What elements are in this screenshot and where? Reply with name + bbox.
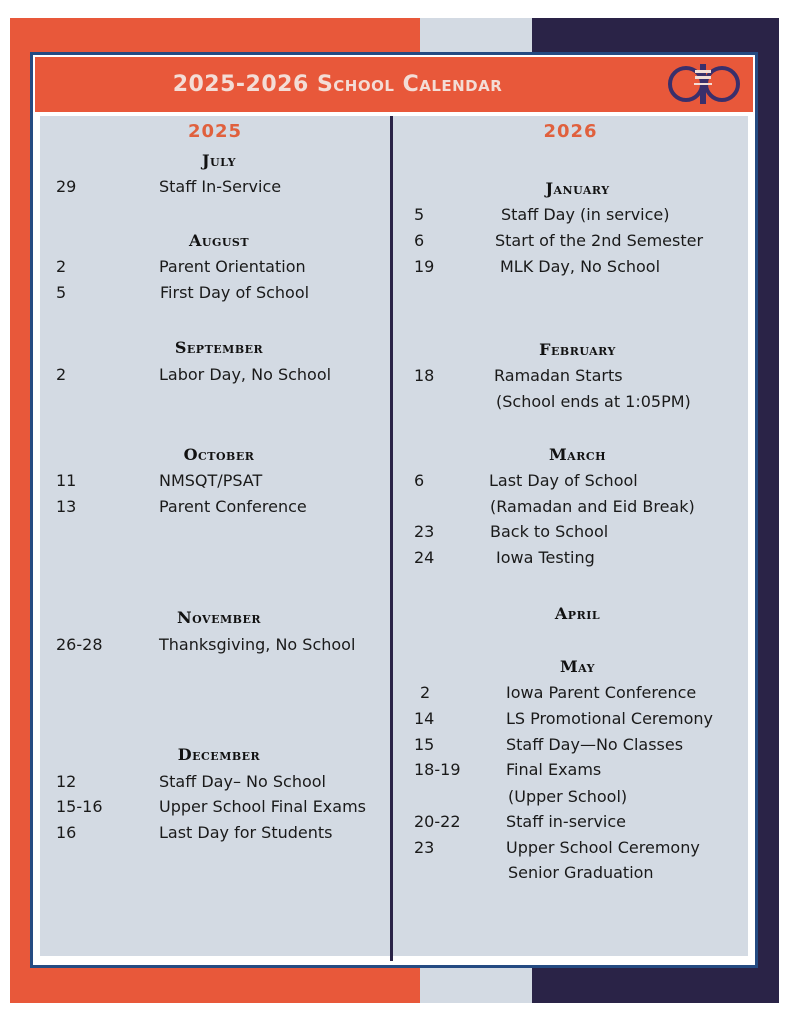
event-text: Staff in-service (506, 812, 627, 831)
event-date: 2 (56, 257, 67, 276)
event-date: 29 (56, 177, 77, 196)
event-date: 5 (414, 205, 425, 224)
event-text: (Ramadan and Eid Break) (490, 497, 695, 516)
event-text: Upper School Ceremony (506, 838, 700, 857)
event-date: 2 (420, 683, 431, 702)
event-date: 26-28 (56, 635, 103, 654)
school-logo-icon (664, 62, 744, 106)
event-date: 16 (56, 823, 77, 842)
event-date: 24 (414, 548, 435, 567)
event-text: Last Day of School (489, 471, 638, 490)
event-text: Parent Orientation (159, 257, 306, 276)
event-date: 23 (414, 838, 435, 857)
event-text: Thanksgiving, No School (159, 635, 356, 654)
month-february: February (539, 340, 616, 359)
event-text: NMSQT/PSAT (159, 471, 263, 490)
event-date: 15-16 (56, 797, 103, 816)
event-date: 6 (414, 231, 425, 250)
event-text: Labor Day, No School (159, 365, 332, 384)
event-text: Last Day for Students (159, 823, 333, 842)
event-text: LS Promotional Ceremony (506, 709, 713, 728)
event-date: 18-19 (414, 760, 461, 779)
event-date: 20-22 (414, 812, 461, 831)
event-text: Upper School Final Exams (159, 797, 366, 816)
event-text: Start of the 2nd Semester (495, 231, 704, 250)
event-date: 15 (414, 735, 435, 754)
event-text: Staff Day (in service) (501, 205, 670, 224)
month-may: May (559, 657, 596, 676)
event-text: Iowa Parent Conference (506, 683, 697, 702)
month-december: December (177, 745, 261, 764)
month-july: July (201, 151, 237, 170)
event-text: Staff Day—No Classes (506, 735, 684, 754)
event-text: Parent Conference (159, 497, 307, 516)
month-march: March (548, 445, 607, 464)
month-october: October (183, 445, 255, 464)
event-text: Staff In-Service (159, 177, 282, 196)
event-date: 14 (414, 709, 435, 728)
event-date: 2 (56, 365, 67, 384)
month-april: April (554, 604, 601, 623)
event-date: 23 (414, 522, 435, 541)
event-date: 5 (56, 283, 67, 302)
month-november: November (177, 608, 261, 627)
page-title: 2025-2026 School Calendar (172, 72, 503, 97)
event-text: MLK Day, No School (500, 257, 661, 276)
year-heading-2025: 2025 (187, 121, 243, 142)
event-text: Senior Graduation (508, 863, 654, 882)
year-heading-2026: 2026 (543, 121, 598, 142)
event-date: 11 (56, 471, 77, 490)
event-text: Back to School (490, 522, 609, 541)
event-text: Iowa Testing (496, 548, 595, 567)
event-text: First Day of School (160, 283, 310, 302)
event-date: 6 (414, 471, 425, 490)
event-text: (Upper School) (508, 787, 628, 806)
month-september: September (174, 338, 264, 357)
event-text: Staff Day– No School (159, 772, 326, 791)
event-date: 18 (414, 366, 435, 385)
month-january: January (545, 179, 610, 198)
event-text: (School ends at 1:05PM) (496, 392, 691, 411)
event-date: 12 (56, 772, 77, 791)
month-august: August (188, 231, 250, 250)
event-text: Final Exams (506, 760, 602, 779)
event-date: 19 (414, 257, 435, 276)
event-date: 13 (56, 497, 77, 516)
event-text: Ramadan Starts (494, 366, 623, 385)
